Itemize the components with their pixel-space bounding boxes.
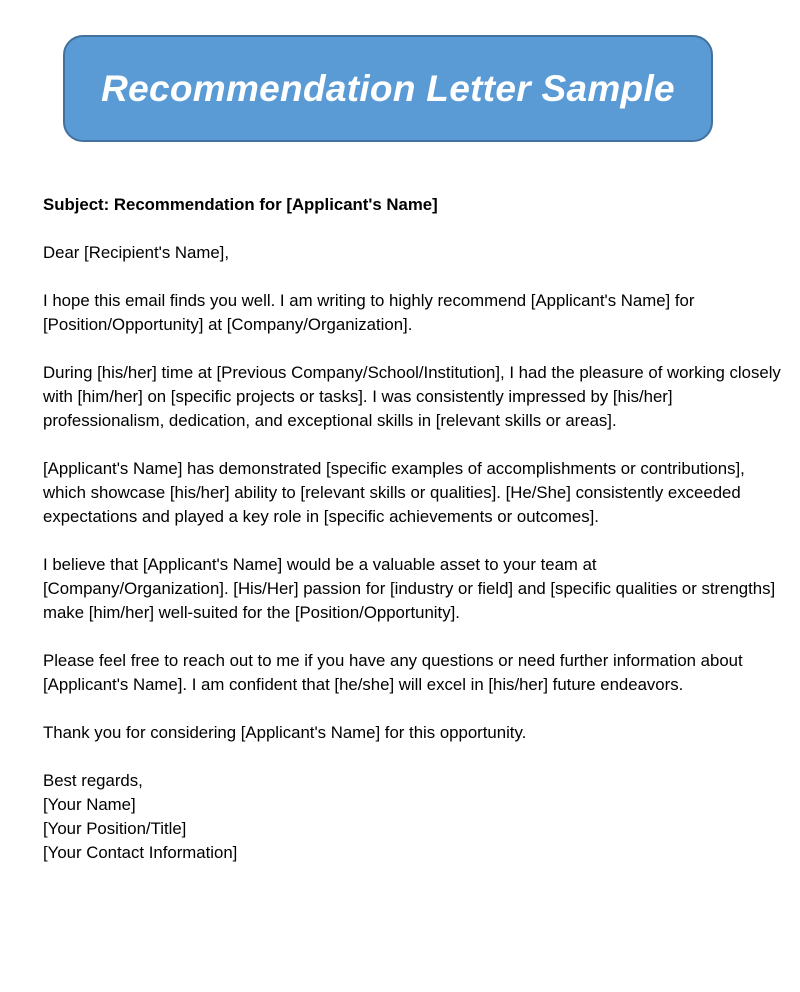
- signature-contact: [Your Contact Information]: [43, 843, 238, 862]
- letter-paragraph-accomplishments: [Applicant's Name] has demonstrated [specific examples of accomplishments or contributions], which showcase [his/her] ability to [relevant skills or qualities]. [He/She] consistently exceeded expectations and played a key role in [specific achievements or outcomes].: [43, 459, 745, 526]
- letter-closing: Best regards,: [43, 771, 143, 790]
- letter-paragraph-contact: Please feel free to reach out to me if you have any questions or need further information about [Applicant's Name]. I am confident that [he/she] will excel in [his/her] future endeavors.: [43, 651, 743, 694]
- letter-paragraph-endorsement: I believe that [Applicant's Name] would be a valuable asset to your team at [Company/Organization]. [His/Her] passion for [industry or field] and [specific qualities or strengths] make [him/her] well-suited for the [Position/Opportunity].: [43, 555, 776, 622]
- letter-paragraph-experience: During [his/her] time at [Previous Company/School/Institution], I had the pleasure of working closely with [him/her] on [specific projects or tasks]. I was consistently impressed by [his/her] professionalism, dedication, and exceptional skills in [relevant skills or areas].: [43, 363, 781, 430]
- letter-paragraph-thanks: Thank you for considering [Applicant's Name] for this opportunity.: [43, 723, 527, 742]
- letter-salutation: Dear [Recipient's Name],: [43, 243, 230, 262]
- page-title: Recommendation Letter Sample: [101, 67, 675, 109]
- signature-block: [43, 769, 783, 865]
- signature-name: [Your Name]: [43, 795, 136, 814]
- letter-body: [43, 193, 783, 865]
- letter-subject: Subject: Recommendation for [Applicant's Name]: [43, 195, 438, 214]
- signature-position: [Your Position/Title]: [43, 819, 187, 838]
- letter-paragraph-intro: I hope this email finds you well. I am writing to highly recommend [Applicant's Name] for [Position/Opportunity] at [Company/Organization].: [43, 291, 695, 334]
- title-banner: [63, 35, 713, 142]
